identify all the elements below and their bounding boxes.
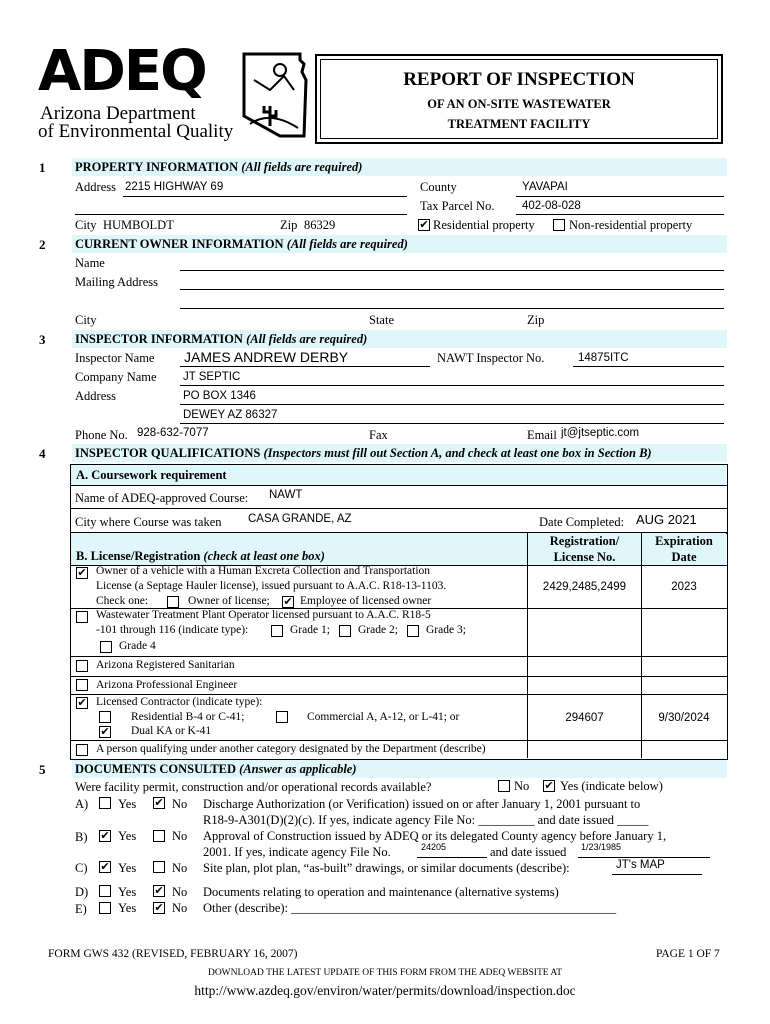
doc-d-letter: D) [75, 885, 89, 899]
doc-d-no-label: No [172, 885, 188, 899]
dual-ka-checkbox[interactable] [99, 726, 111, 738]
doc-b-no-checkbox[interactable] [153, 830, 165, 842]
page-number: PAGE 1 OF 7 [656, 948, 720, 960]
doc-a-text-1: Discharge Authorization (or Verification) issued on or after January 1, 2001 pursuant to [203, 797, 641, 811]
inspector-name-field[interactable]: JAMES ANDREW DERBY [184, 349, 349, 365]
doc-b-letter: B) [75, 830, 88, 844]
doc-e-letter: E) [75, 902, 87, 916]
city-label: City [75, 218, 97, 232]
section-3-heading: INSPECTOR INFORMATION (All fields are required) [75, 332, 368, 346]
doc-b-text-2a: 2001. If yes, indicate agency File No. [203, 845, 391, 859]
arizona-state-icon [240, 50, 318, 140]
doc-c-text: Site plan, plot plan, “as-built” drawings, or similar documents (describe): [203, 861, 570, 875]
inspector-address-label: Address [75, 389, 116, 403]
inspector-name-label: Inspector Name [75, 351, 155, 365]
records-no-checkbox[interactable] [498, 780, 510, 792]
licensed-contractor-checkbox[interactable] [76, 697, 88, 709]
email-label: Email [527, 428, 557, 442]
doc-b-yes-checkbox[interactable] [99, 830, 111, 842]
dual-ka-label: Dual KA or K-41 [131, 725, 212, 737]
plant-operator-text-2: -101 through 116 (indicate type): [96, 624, 249, 636]
other-category-label: A person qualifying under another category designated by the Department (describe) [96, 743, 486, 755]
grade-1-label: Grade 1; [290, 624, 330, 636]
doc-e-yes-checkbox[interactable] [99, 902, 111, 914]
section-2-number: 2 [39, 237, 46, 252]
inspector-address-line1[interactable]: PO BOX 1346 [183, 390, 256, 402]
doc-e-text: Other (describe): ____________________________________________________ [203, 901, 617, 915]
course-city-label: City where Course was taken [75, 515, 222, 529]
section-5-number: 5 [39, 762, 46, 777]
contractor-reg-no[interactable]: 294607 [565, 712, 604, 724]
fax-label: Fax [369, 428, 388, 442]
doc-a-no-checkbox[interactable] [153, 797, 165, 809]
owner-of-license-label: Owner of license; [188, 595, 270, 607]
doc-a-text-2: R18-9-A301(D)(2)(c). If yes, indicate agency File No: _________ and date issued _____ [203, 813, 649, 827]
nawt-field[interactable]: 14875ITC [578, 352, 629, 364]
county-field[interactable]: YAVAPAI [522, 181, 568, 193]
grade-4-checkbox[interactable] [100, 641, 112, 653]
doc-a-no-label: No [172, 797, 188, 811]
doc-c-fill[interactable]: JT's MAP [616, 859, 665, 871]
doc-b-yes-label: Yes [118, 829, 137, 843]
other-category-checkbox[interactable] [76, 744, 88, 756]
plant-operator-checkbox[interactable] [76, 611, 88, 623]
records-yes-label: Yes (indicate below) [560, 779, 663, 793]
septage-hauler-text-1: Owner of a vehicle with a Human Excreta Collection and Transportation [96, 565, 431, 577]
report-subtitle-1: OF AN ON-SITE WASTEWATER [427, 97, 611, 111]
owner-name-label: Name [75, 256, 105, 270]
contractor-exp-date[interactable]: 9/30/2024 [658, 712, 710, 724]
report-subtitle-2: TREATMENT FACILITY [447, 117, 591, 131]
report-title: REPORT OF INSPECTION [403, 69, 635, 90]
tax-parcel-label: Tax Parcel No. [420, 199, 495, 213]
owner-city-label: City [75, 313, 97, 327]
grade-4-label: Grade 4 [119, 640, 156, 652]
zip-field[interactable]: 86329 [304, 218, 336, 232]
doc-d-text: Documents relating to operation and maintenance (alternative systems) [203, 885, 559, 899]
residential-b4-label: Residential B-4 or C-41; [131, 711, 245, 723]
doc-e-no-checkbox[interactable] [153, 902, 165, 914]
zip-label: Zip [280, 218, 298, 232]
email-field[interactable]: jt@jtseptic.com [561, 427, 640, 439]
section-5-heading: DOCUMENTS CONSULTED (Answer as applicable) [75, 762, 357, 776]
doc-c-no-label: No [172, 861, 188, 875]
section-2-heading: CURRENT OWNER INFORMATION (All fields are required) [75, 237, 408, 251]
septage-hauler-checkbox[interactable] [76, 567, 88, 579]
engineer-checkbox[interactable] [76, 679, 88, 691]
grade-2-checkbox[interactable] [339, 625, 351, 637]
sanitarian-checkbox[interactable] [76, 660, 88, 672]
residential-checkbox[interactable] [418, 219, 430, 231]
course-city-field[interactable]: CASA GRANDE, AZ [248, 513, 352, 525]
owner-of-license-checkbox[interactable] [167, 596, 179, 608]
residential-b4-checkbox[interactable] [99, 711, 111, 723]
company-name-label: Company Name [75, 370, 157, 384]
nonresidential-label: Non-residential property [569, 218, 693, 232]
doc-d-yes-label: Yes [118, 885, 137, 899]
employee-checkbox[interactable] [282, 596, 294, 608]
doc-b-text-1: Approval of Construction issued by ADEQ or its delegated County agency before January 1, [203, 829, 667, 843]
doc-b-file-field[interactable]: 24205 [421, 842, 447, 852]
doc-c-yes-checkbox[interactable] [99, 861, 111, 873]
check-one-label: Check one: [96, 595, 149, 607]
inspector-address-line2[interactable]: DEWEY AZ 86327 [183, 409, 278, 421]
doc-a-yes-label: Yes [118, 797, 137, 811]
date-completed-field[interactable]: AUG 2021 [636, 512, 697, 527]
download-url[interactable]: http://www.azdeq.gov/environ/water/permits/download/inspection.doc [194, 983, 576, 998]
doc-c-no-checkbox[interactable] [153, 861, 165, 873]
doc-c-yes-label: Yes [118, 861, 137, 875]
address-field[interactable]: 2215 HIGHWAY 69 [125, 181, 224, 193]
doc-c-letter: C) [75, 861, 88, 875]
septage-reg-no[interactable]: 2429,2485,2499 [542, 581, 627, 593]
section-1-heading: PROPERTY INFORMATION (All fields are required) [75, 160, 363, 174]
doc-b-text-2b: and date issued [490, 845, 567, 859]
owner-zip-label: Zip [527, 313, 545, 327]
course-name-label: Name of ADEQ-approved Course: [75, 491, 249, 505]
coursework-heading: A. Coursework requirement [76, 468, 227, 482]
doc-a-yes-checkbox[interactable] [99, 797, 111, 809]
employee-label: Employee of licensed owner [300, 595, 432, 607]
doc-d-no-checkbox[interactable] [153, 885, 165, 897]
doc-d-yes-checkbox[interactable] [99, 885, 111, 897]
grade-3-label: Grade 3; [426, 624, 466, 636]
course-name-field[interactable]: NAWT [269, 489, 303, 501]
owner-name-field[interactable] [180, 270, 724, 271]
doc-e-no-label: No [172, 901, 188, 915]
license-heading: B. License/Registration (check at least one box) [76, 549, 325, 563]
section-4-heading: INSPECTOR QUALIFICATIONS (Inspectors must fill out Section A, and check at least one box in Section B) [75, 446, 652, 460]
col-expiration-header: Expiration Date [655, 534, 713, 564]
licensed-contractor-label: Licensed Contractor (indicate type): [96, 696, 263, 708]
logo-word: ADEQ [38, 39, 206, 104]
tax-parcel-field[interactable]: 402-08-028 [522, 200, 581, 212]
grade-1-checkbox[interactable] [271, 625, 283, 637]
engineer-label: Arizona Professional Engineer [96, 679, 238, 691]
plant-operator-text-1: Wastewater Treatment Plant Operator licensed pursuant to A.A.C. R18-5 [96, 609, 431, 621]
septage-exp-date[interactable]: 2023 [671, 581, 697, 593]
septage-hauler-text-2: License (a Septage Hauler license), issued pursuant to A.A.C. R18-13-1103. [96, 580, 447, 592]
section-1-number: 1 [39, 160, 46, 175]
doc-a-letter: A) [75, 797, 89, 811]
section-4-number: 4 [39, 446, 46, 461]
download-notice: DOWNLOAD THE LATEST UPDATE OF THIS FORM FROM THE ADEQ WEBSITE AT [207, 968, 563, 978]
mailing-address-field[interactable] [180, 289, 724, 290]
col-registration-header: Registration/ License No. [549, 534, 620, 564]
adeq-logo [38, 39, 318, 144]
county-label: County [420, 180, 457, 194]
doc-e-yes-label: Yes [118, 901, 137, 915]
city-field[interactable]: HUMBOLDT [103, 218, 174, 232]
records-yes-checkbox[interactable] [543, 780, 555, 792]
residential-label: Residential property [433, 218, 535, 232]
owner-state-label: State [369, 313, 394, 327]
grade-3-checkbox[interactable] [407, 625, 419, 637]
phone-label: Phone No. [75, 428, 128, 442]
form-id: FORM GWS 432 (REVISED, FEBRUARY 16, 2007) [48, 948, 298, 960]
phone-field[interactable]: 928-632-7077 [137, 427, 209, 439]
commercial-label: Commercial A, A-12, or L-41; or [307, 711, 460, 723]
title-box [315, 54, 723, 144]
section-3-number: 3 [39, 332, 46, 347]
records-no-label: No [514, 779, 530, 793]
nawt-label: NAWT Inspector No. [437, 351, 545, 365]
nonresidential-checkbox[interactable] [553, 219, 565, 231]
records-question: Were facility permit, construction and/or operational records available? [75, 780, 432, 794]
date-completed-label: Date Completed: [539, 515, 625, 529]
company-name-field[interactable]: JT SEPTIC [183, 371, 241, 383]
commercial-checkbox[interactable] [276, 711, 288, 723]
logo-line2: of Environmental Quality [38, 121, 234, 142]
logo-line1: Arizona Department [40, 103, 196, 124]
mailing-address-label: Mailing Address [75, 275, 158, 289]
grade-2-label: Grade 2; [358, 624, 398, 636]
doc-b-no-label: No [172, 829, 188, 843]
address-label: Address [75, 180, 116, 194]
doc-b-date-field[interactable]: 1/23/1985 [581, 842, 622, 852]
sanitarian-label: Arizona Registered Sanitarian [96, 659, 235, 671]
